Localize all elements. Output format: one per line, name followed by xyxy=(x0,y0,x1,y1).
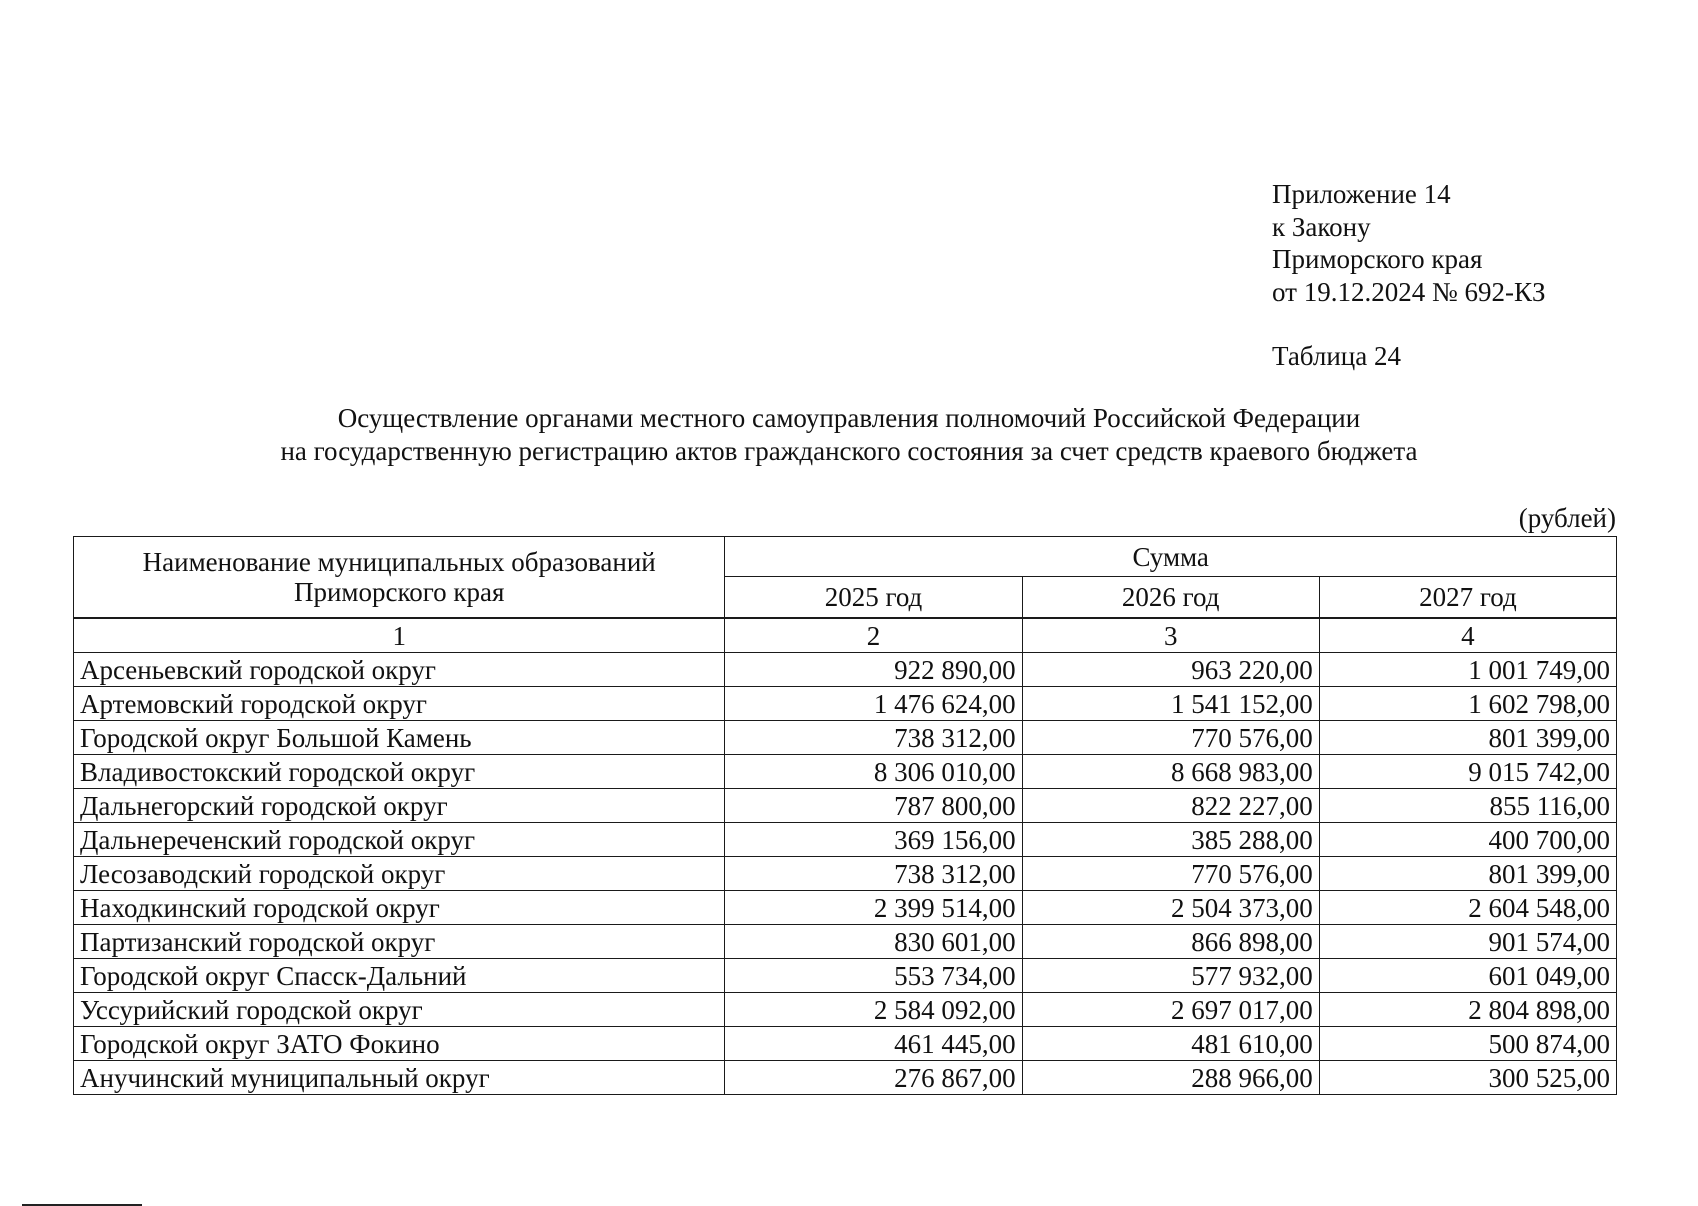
amount-2027-cell: 855 116,00 xyxy=(1319,789,1616,823)
annex-law-date: от 19.12.2024 № 692-КЗ xyxy=(1272,276,1546,307)
table-row xyxy=(74,1061,1617,1095)
table-row xyxy=(74,755,1617,789)
amount-2026-cell: 481 610,00 xyxy=(1022,1027,1319,1061)
column-numbers-row xyxy=(74,618,1617,653)
amount-2026-cell: 2 697 017,00 xyxy=(1022,993,1319,1027)
table-row xyxy=(74,857,1617,891)
amount-2027-cell: 300 525,00 xyxy=(1319,1061,1616,1095)
amount-2027-cell: 801 399,00 xyxy=(1319,721,1616,755)
amount-2027-cell: 9 015 742,00 xyxy=(1319,755,1616,789)
table-row xyxy=(74,823,1617,857)
document-title-line-2: на государственную регистрацию актов гражданского состояния за счет средств краевого бюджета xyxy=(280,436,1418,466)
header-municipality xyxy=(74,537,725,619)
municipality-name-cell: Владивостокский городской округ xyxy=(74,755,725,789)
municipality-name-cell: Городской округ Большой Камень xyxy=(74,721,725,755)
amount-2026-cell: 288 966,00 xyxy=(1022,1061,1319,1095)
header-municipality-line-1: Наименование муниципальных образований xyxy=(142,547,656,577)
amount-2025-cell: 830 601,00 xyxy=(725,925,1022,959)
amount-2027-cell: 2 604 548,00 xyxy=(1319,891,1616,925)
table-row xyxy=(74,789,1617,823)
amount-2025-cell: 461 445,00 xyxy=(725,1027,1022,1061)
amount-2025-cell: 738 312,00 xyxy=(725,721,1022,755)
header-year-2025: 2025 год xyxy=(725,577,1022,618)
amount-2026-cell: 385 288,00 xyxy=(1022,823,1319,857)
amount-2027-cell: 400 700,00 xyxy=(1319,823,1616,857)
amount-2026-cell: 770 576,00 xyxy=(1022,721,1319,755)
municipality-name-cell: Дальнереченский городской округ xyxy=(74,823,725,857)
column-number: 2 xyxy=(725,618,1022,653)
annex-law-ref: к Закону xyxy=(1272,211,1371,242)
municipality-name-cell: Лесозаводский городской округ xyxy=(74,857,725,891)
amount-2027-cell: 1 001 749,00 xyxy=(1319,653,1616,687)
amount-2025-cell: 2 399 514,00 xyxy=(725,891,1022,925)
table-row xyxy=(74,925,1617,959)
municipality-name-cell: Анучинский муниципальный округ xyxy=(74,1061,725,1095)
annex-number: Приложение 14 xyxy=(1272,179,1451,209)
amount-2027-cell: 901 574,00 xyxy=(1319,925,1616,959)
table-row xyxy=(74,653,1617,687)
amount-2026-cell: 577 932,00 xyxy=(1022,959,1319,993)
municipality-name-cell: Партизанский городской округ xyxy=(74,925,725,959)
municipality-name-cell: Уссурийский городской округ xyxy=(74,993,725,1027)
municipality-name-cell: Городской округ Спасск-Дальний xyxy=(74,959,725,993)
amount-2025-cell: 738 312,00 xyxy=(725,857,1022,891)
amount-2026-cell: 770 576,00 xyxy=(1022,857,1319,891)
amount-2027-cell: 1 602 798,00 xyxy=(1319,687,1616,721)
amount-2026-cell: 963 220,00 xyxy=(1022,653,1319,687)
amount-2026-cell: 1 541 152,00 xyxy=(1022,687,1319,721)
table-row xyxy=(74,959,1617,993)
table-row xyxy=(74,1027,1617,1061)
annex-region: Приморского края xyxy=(1272,244,1483,274)
municipality-name-cell: Городской округ ЗАТО Фокино xyxy=(74,1027,725,1061)
units-label: (рублей) xyxy=(1518,503,1616,533)
municipality-name-cell: Находкинский городской округ xyxy=(74,891,725,925)
header-sum: Сумма xyxy=(725,537,1617,577)
municipality-name-cell: Артемовский городской округ xyxy=(74,687,725,721)
annex-reference xyxy=(1272,178,1545,308)
amount-2027-cell: 601 049,00 xyxy=(1319,959,1616,993)
column-number: 3 xyxy=(1022,618,1319,653)
amount-2025-cell: 1 476 624,00 xyxy=(725,687,1022,721)
document-title-line-1: Осуществление органами местного самоуправления полномочий Российской Федерации xyxy=(337,403,1361,433)
table-number-label: Таблица 24 xyxy=(1272,341,1401,371)
table-row xyxy=(74,891,1617,925)
amount-2027-cell: 500 874,00 xyxy=(1319,1027,1616,1061)
amount-2025-cell: 276 867,00 xyxy=(725,1061,1022,1095)
municipality-name-cell: Дальнегорский городской округ xyxy=(74,789,725,823)
column-number: 1 xyxy=(74,618,725,653)
table-row xyxy=(74,993,1617,1027)
document-title xyxy=(0,402,1698,468)
municipality-name-cell: Арсеньевский городской округ xyxy=(74,653,725,687)
amount-2027-cell: 801 399,00 xyxy=(1319,857,1616,891)
amount-2025-cell: 553 734,00 xyxy=(725,959,1022,993)
amount-2026-cell: 2 504 373,00 xyxy=(1022,891,1319,925)
amount-2025-cell: 8 306 010,00 xyxy=(725,755,1022,789)
amount-2025-cell: 922 890,00 xyxy=(725,653,1022,687)
amount-2026-cell: 8 668 983,00 xyxy=(1022,755,1319,789)
amount-2025-cell: 787 800,00 xyxy=(725,789,1022,823)
table-row xyxy=(74,721,1617,755)
budget-table xyxy=(73,536,1617,1095)
amount-2026-cell: 822 227,00 xyxy=(1022,789,1319,823)
amount-2025-cell: 2 584 092,00 xyxy=(725,993,1022,1027)
header-year-2026: 2026 год xyxy=(1022,577,1319,618)
header-year-2027: 2027 год xyxy=(1319,577,1616,618)
amount-2027-cell: 2 804 898,00 xyxy=(1319,993,1616,1027)
table-row xyxy=(74,687,1617,721)
amount-2025-cell: 369 156,00 xyxy=(725,823,1022,857)
column-number: 4 xyxy=(1319,618,1616,653)
table-header-row xyxy=(74,537,1617,577)
amount-2026-cell: 866 898,00 xyxy=(1022,925,1319,959)
header-municipality-line-2: Приморского края xyxy=(293,577,505,607)
